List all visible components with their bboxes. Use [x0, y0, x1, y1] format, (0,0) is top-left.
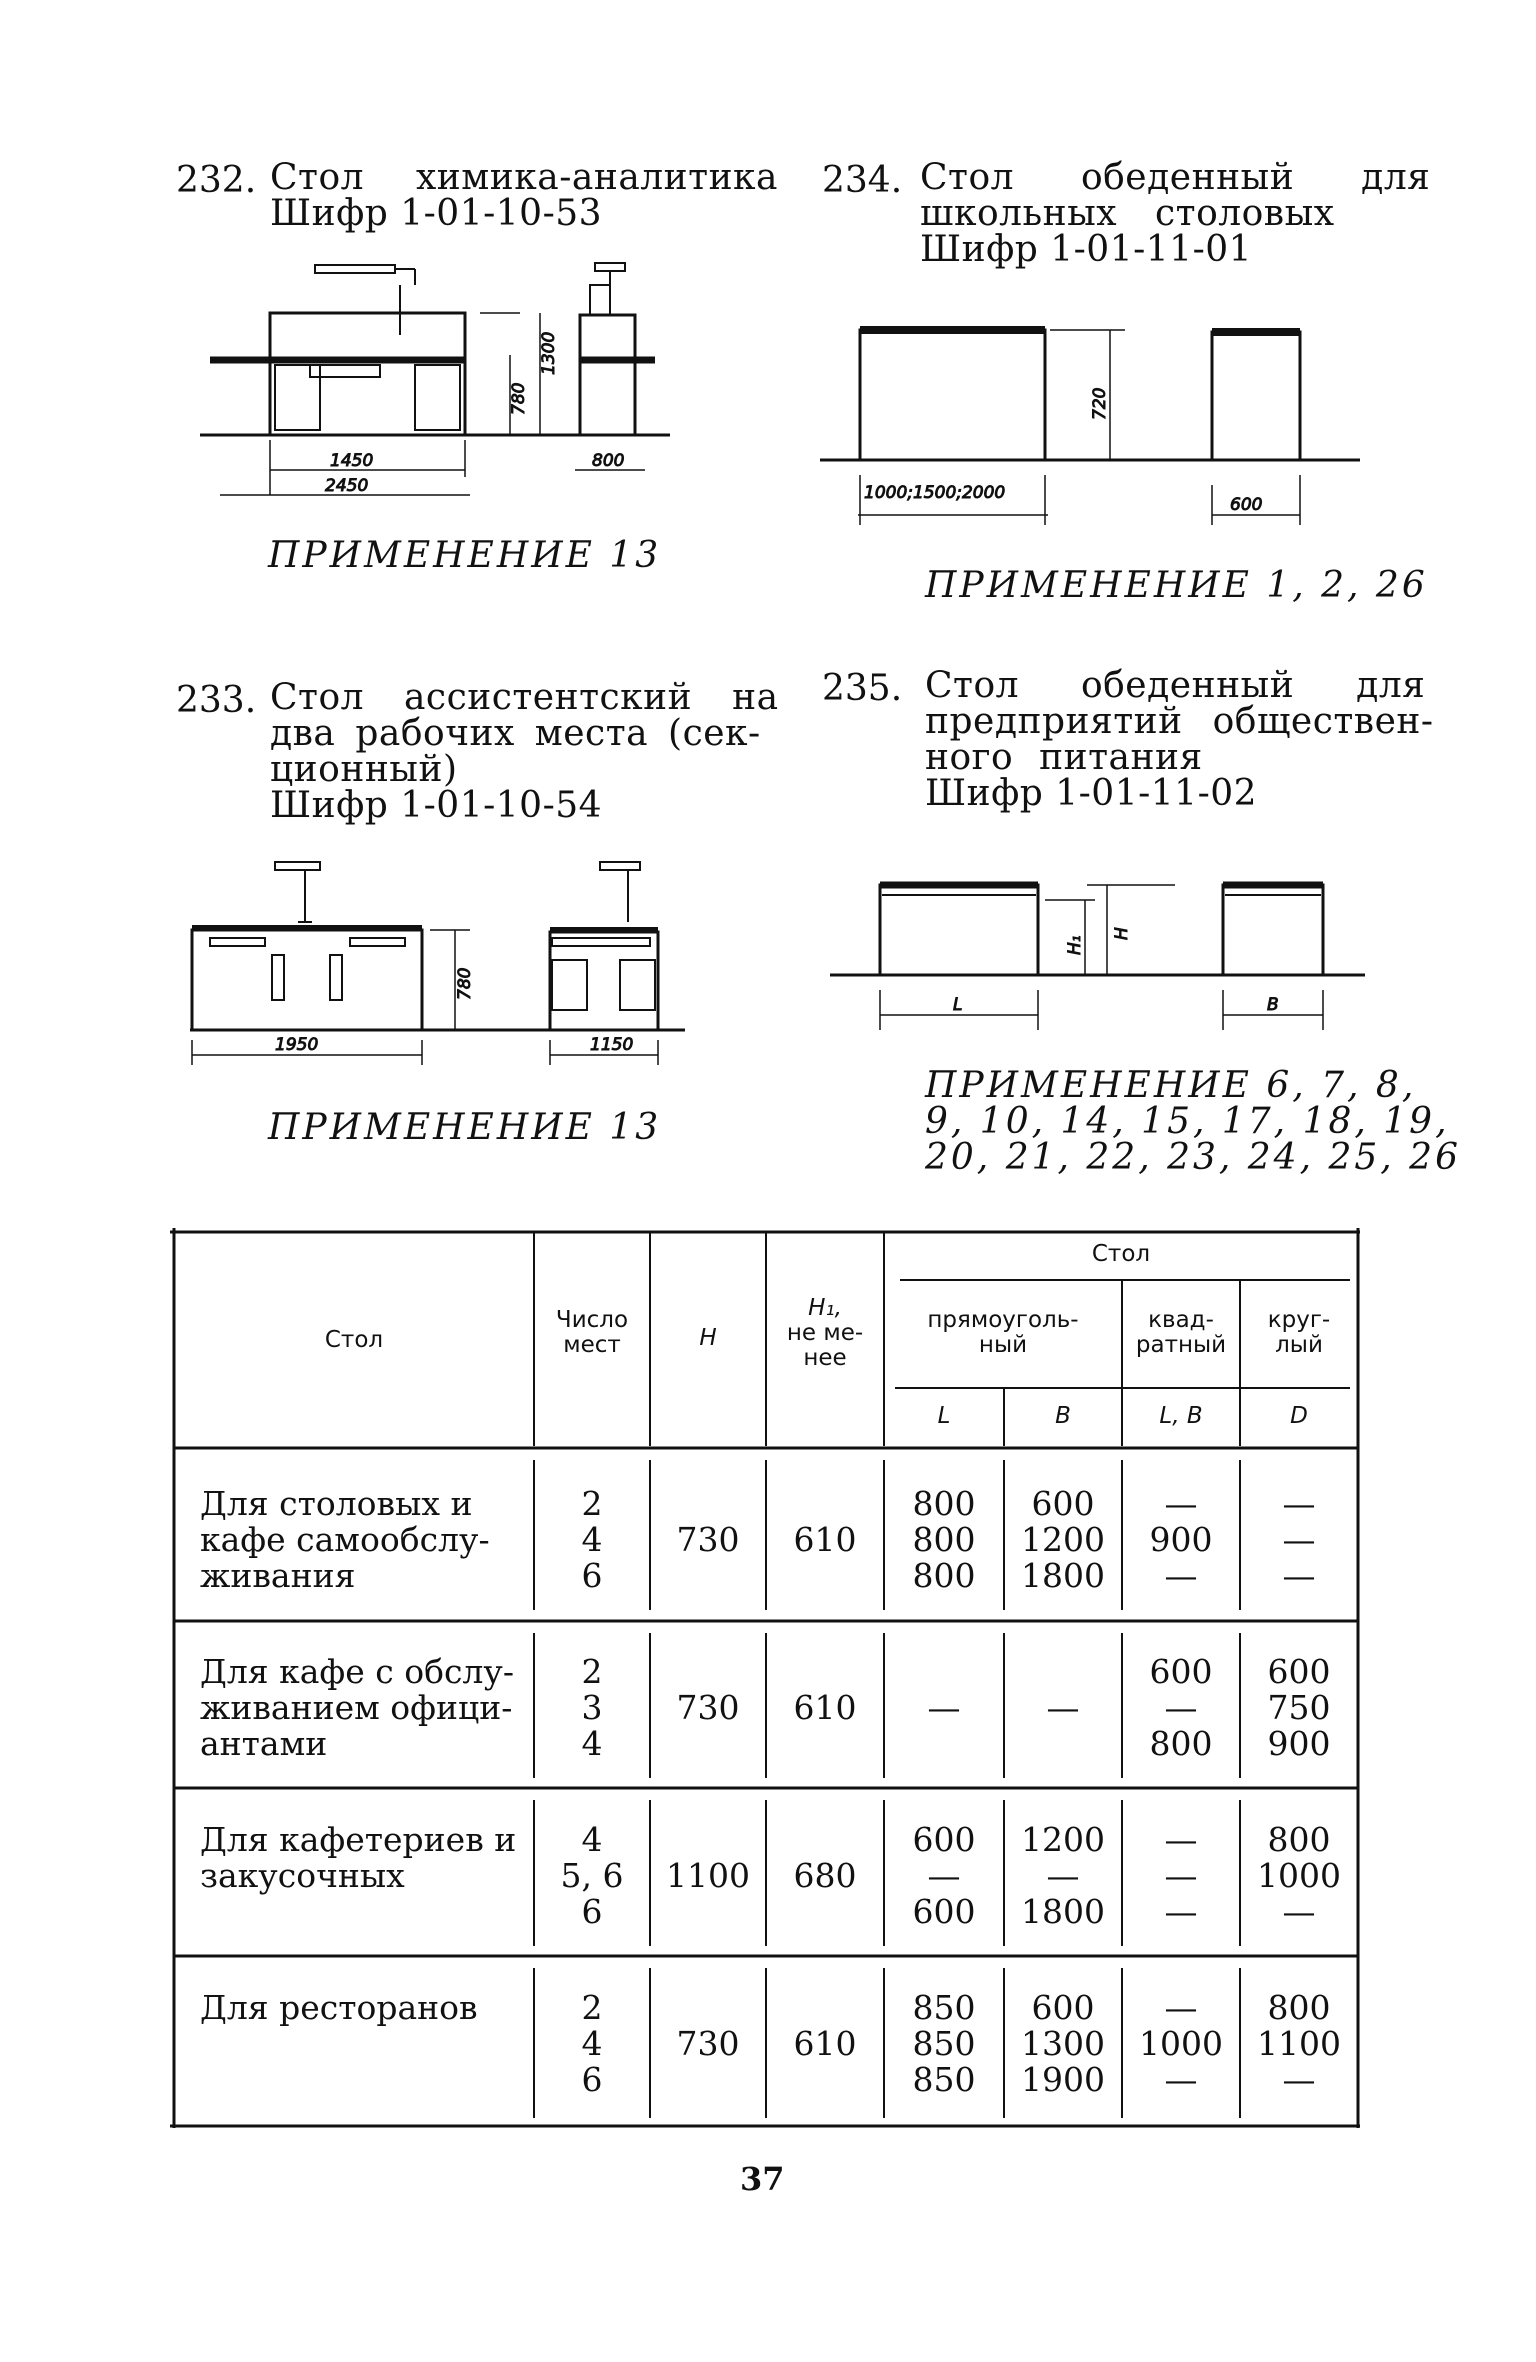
- row-4-B: 600 1300 1900: [1021, 1988, 1105, 2099]
- page-number: 37: [740, 2160, 785, 2198]
- item-234-number: 234.: [822, 160, 903, 201]
- row-2-H: 730: [676, 1688, 740, 1727]
- dim-2450: 2450: [325, 476, 369, 496]
- row-3-square: — — —: [1164, 1820, 1198, 1931]
- item-235-number: 235.: [822, 668, 903, 709]
- row-4-square: — 1000 —: [1139, 1988, 1223, 2099]
- item-235-drawing: [825, 870, 1365, 1040]
- row-1-B: 600 1200 1800: [1021, 1484, 1105, 1595]
- row-1-seats: 2 4 6: [581, 1484, 603, 1595]
- dim-1150: 1150: [590, 1035, 634, 1055]
- header-D: D: [1290, 1403, 1308, 1429]
- item-232-application: ПРИМЕНЕНИЕ 13: [268, 535, 662, 576]
- header-round: круг- лый: [1267, 1307, 1331, 1358]
- header-seats: Число мест: [555, 1307, 629, 1358]
- table-row-1-label: Для столовых и кафе самообслу- живания: [200, 1484, 490, 1595]
- row-2-seats: 2 3 4: [581, 1652, 603, 1763]
- item-232-number: 232.: [176, 160, 257, 201]
- row-4-H1: 610: [793, 2024, 857, 2063]
- item-234-application: ПРИМЕНЕНИЕ 1, 2, 26: [925, 565, 1428, 606]
- row-1-square: — 900 —: [1149, 1484, 1213, 1595]
- row-3-B: 1200 — 1800: [1021, 1820, 1105, 1931]
- header-rect: прямоуголь- ный: [927, 1307, 1079, 1358]
- row-2-L: —: [927, 1688, 961, 1727]
- header-stol: Стол: [324, 1327, 384, 1353]
- dim-780: 780: [509, 382, 529, 415]
- item-234-drawing: [820, 310, 1370, 540]
- dim-600: 600: [1230, 495, 1263, 515]
- row-4-D: 800 1100 —: [1257, 1988, 1341, 2099]
- row-1-L: 800 800 800: [912, 1484, 976, 1595]
- dim-800: 800: [592, 451, 625, 471]
- table-row-4-label: Для ресторанов: [200, 1988, 478, 2027]
- dim-780b: 780: [455, 967, 475, 1000]
- dim-1950: 1950: [275, 1035, 319, 1055]
- dim-H1: H₁: [1065, 935, 1085, 955]
- item-232-title: Стол химика-аналитика Шифр 1-01-10-53: [270, 157, 779, 234]
- row-3-H1: 680: [793, 1856, 857, 1895]
- row-3-seats: 4 5, 6 6: [560, 1820, 624, 1931]
- item-233-application: ПРИМЕНЕНИЕ 13: [268, 1107, 662, 1148]
- row-4-H: 730: [676, 2024, 740, 2063]
- header-B: B: [1055, 1403, 1071, 1429]
- header-L: L: [937, 1403, 951, 1429]
- row-4-L: 850 850 850: [912, 1988, 976, 2099]
- row-3-D: 800 1000 —: [1257, 1820, 1341, 1931]
- row-3-H: 1100: [666, 1856, 750, 1895]
- item-235-application: ПРИМЕНЕНИЕ 6, 7, 8, 9, 10, 14, 15, 17, 18, 19, 20, 21, 22, 23, 24, 25, 26: [925, 1065, 1461, 1178]
- dim-1000-1500-2000: 1000;1500;2000: [864, 483, 1006, 503]
- dim-L: L: [953, 995, 963, 1015]
- dim-1300: 1300: [539, 331, 559, 375]
- row-1-H1: 610: [793, 1520, 857, 1559]
- row-2-D: 600 750 900: [1267, 1652, 1331, 1763]
- header-h: H: [699, 1325, 717, 1351]
- row-2-H1: 610: [793, 1688, 857, 1727]
- item-235-title: Стол обеденный для предприятий обществен- ного питания Шифр 1-01-11-02: [925, 665, 1434, 814]
- table-row-2-label: Для кафе с обслу- живанием офици- антами: [200, 1652, 514, 1763]
- item-233-drawing: [180, 850, 700, 1070]
- table-row-3-label: Для кафетериев и закусочных: [200, 1820, 517, 1895]
- tables-spec-table: [170, 1228, 1368, 2130]
- item-233-number: 233.: [176, 680, 257, 721]
- item-233-title: Стол ассистентский на два рабочих места (сек- ционный) Шифр 1-01-10-54: [270, 677, 779, 826]
- item-234-title: Стол обеденный для школьных столовых Шифр 1-01-11-01: [920, 157, 1431, 270]
- row-1-D: — — —: [1282, 1484, 1316, 1595]
- header-h1: H₁, не ме- нее: [786, 1295, 864, 1371]
- row-3-L: 600 — 600: [912, 1820, 976, 1931]
- row-2-square: 600 — 800: [1149, 1652, 1213, 1763]
- dim-B: B: [1267, 995, 1279, 1015]
- header-square: квад- ратный: [1135, 1307, 1227, 1358]
- dim-H: H: [1112, 927, 1132, 940]
- row-2-B: —: [1046, 1688, 1080, 1727]
- dim-1450: 1450: [330, 451, 374, 471]
- header-LB: L, B: [1159, 1403, 1203, 1429]
- item-232-drawing: [200, 255, 680, 505]
- dim-720: 720: [1090, 387, 1110, 420]
- row-1-H: 730: [676, 1520, 740, 1559]
- row-4-seats: 2 4 6: [581, 1988, 603, 2099]
- header-stol-group: Стол: [1091, 1241, 1151, 1267]
